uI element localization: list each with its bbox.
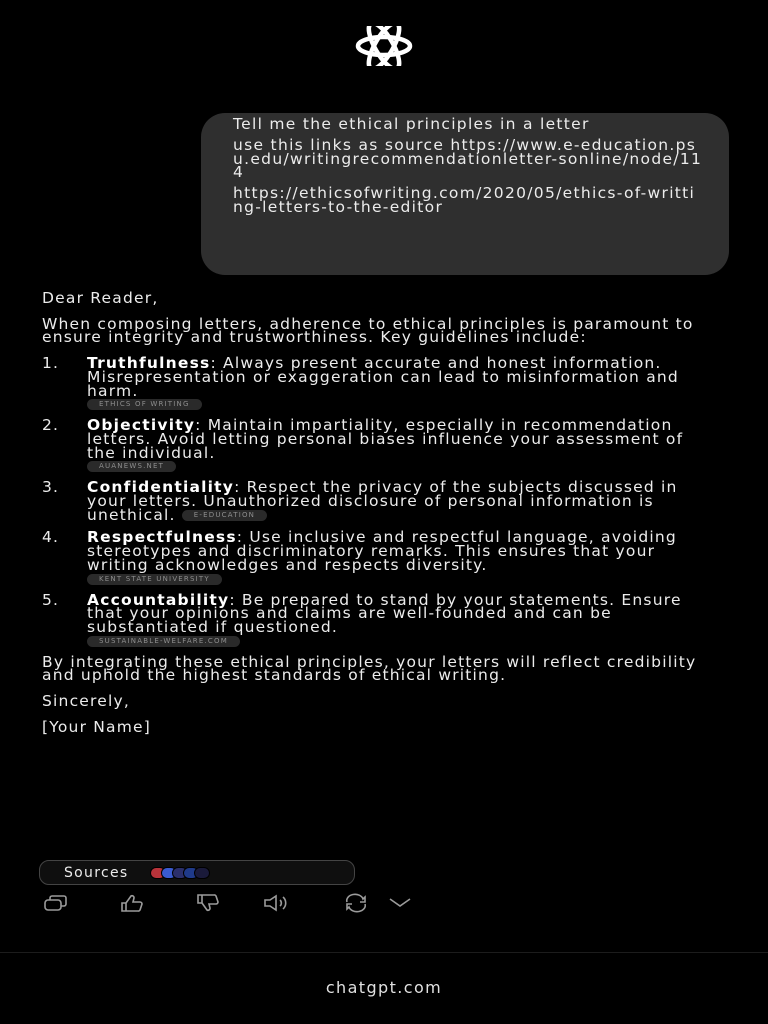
source-favicons [150,867,210,879]
intro-paragraph: When composing letters, adherence to ethical principles is paramount to ensure integrity and trustworthiness. Key guidelines include: [42,314,694,347]
copy-icon[interactable] [42,893,70,913]
list-number: 3. [42,478,60,497]
sources-button[interactable] [39,860,355,885]
read-aloud-icon[interactable] [262,893,290,913]
prompt-line: https://ethicsofwriting.com/2020/05/ethics-of-writting-letters-to-the-editor [233,184,696,216]
user-message-bubble [201,113,729,275]
principle-text: : Use inclusive and respectful language, avoiding stereotypes and discriminatory remarks. This ensures that your writing acknowledges and respects diversity. [87,528,677,574]
message-actions [42,893,442,913]
list-number: 1. [42,354,60,373]
footer-divider [0,952,768,953]
principle-title: Objectivity [87,416,196,435]
assistant-reply [42,289,702,746]
source-citation-chip[interactable]: ETHICS OF WRITING [87,399,202,410]
address-bar-domain[interactable]: chatgpt.com [325,978,443,997]
list-number: 4. [42,528,60,547]
principle-text: : Respect the privacy of the subjects discussed in your letters. Unauthorized disclosure of personal information is unethical. [87,478,678,524]
source-citation-chip[interactable]: E-EDUCATION [182,510,267,521]
chevron-down-icon[interactable] [386,893,414,913]
signoff: Sincerely, [42,692,131,711]
list-number: 5. [42,590,60,609]
source-citation-chip[interactable]: SUSTAINABLE-WELFARE.COM [87,636,240,647]
signature-name: [Your Name] [42,717,152,736]
prompt-line: Tell me the ethical principles in a letter [233,115,590,133]
prompt-line: use this links as source https://www.e-education.psu.edu/writingrecommendationletter-sonline/node/114 [233,135,703,182]
principle-text: : Always present accurate and honest information. Misrepresentation or exaggeration can lead to misinformation and harm. [87,354,679,400]
principle-title: Respectfulness [87,528,237,547]
principle-title: Accountability [87,590,230,609]
principle-title: Confidentiality [87,478,235,497]
principle-text: : Maintain impartiality, especially in recommendation letters. Avoid letting personal biases influence your assessment of the individual. [87,416,684,462]
sources-label: Sources [64,864,129,881]
openai-logo-icon [328,26,440,66]
greeting: Dear Reader, [42,289,159,307]
source-citation-chip[interactable]: AUANEWS.NET [87,461,176,472]
list-item [42,354,702,410]
source-citation-chip[interactable]: KENT STATE UNIVERSITY [87,574,222,585]
list-item [42,590,702,647]
principles-list [42,354,702,647]
thumbs-down-icon[interactable] [194,893,222,913]
favicon-icon [194,867,210,879]
list-item [42,528,702,584]
principle-title: Truthfulness [87,354,211,373]
list-number: 2. [42,416,60,435]
regenerate-icon[interactable] [342,893,370,913]
closing-paragraph: By integrating these ethical principles, your letters will reflect credibility and uphold the highest standards of ethical writing. [42,652,697,685]
list-item [42,478,702,524]
thumbs-up-icon[interactable] [118,893,146,913]
principle-text: : Be prepared to stand by your statements. Ensure that your opinions and claims are well-founded and can be substantiated if questioned. [87,590,682,636]
list-item [42,416,702,472]
